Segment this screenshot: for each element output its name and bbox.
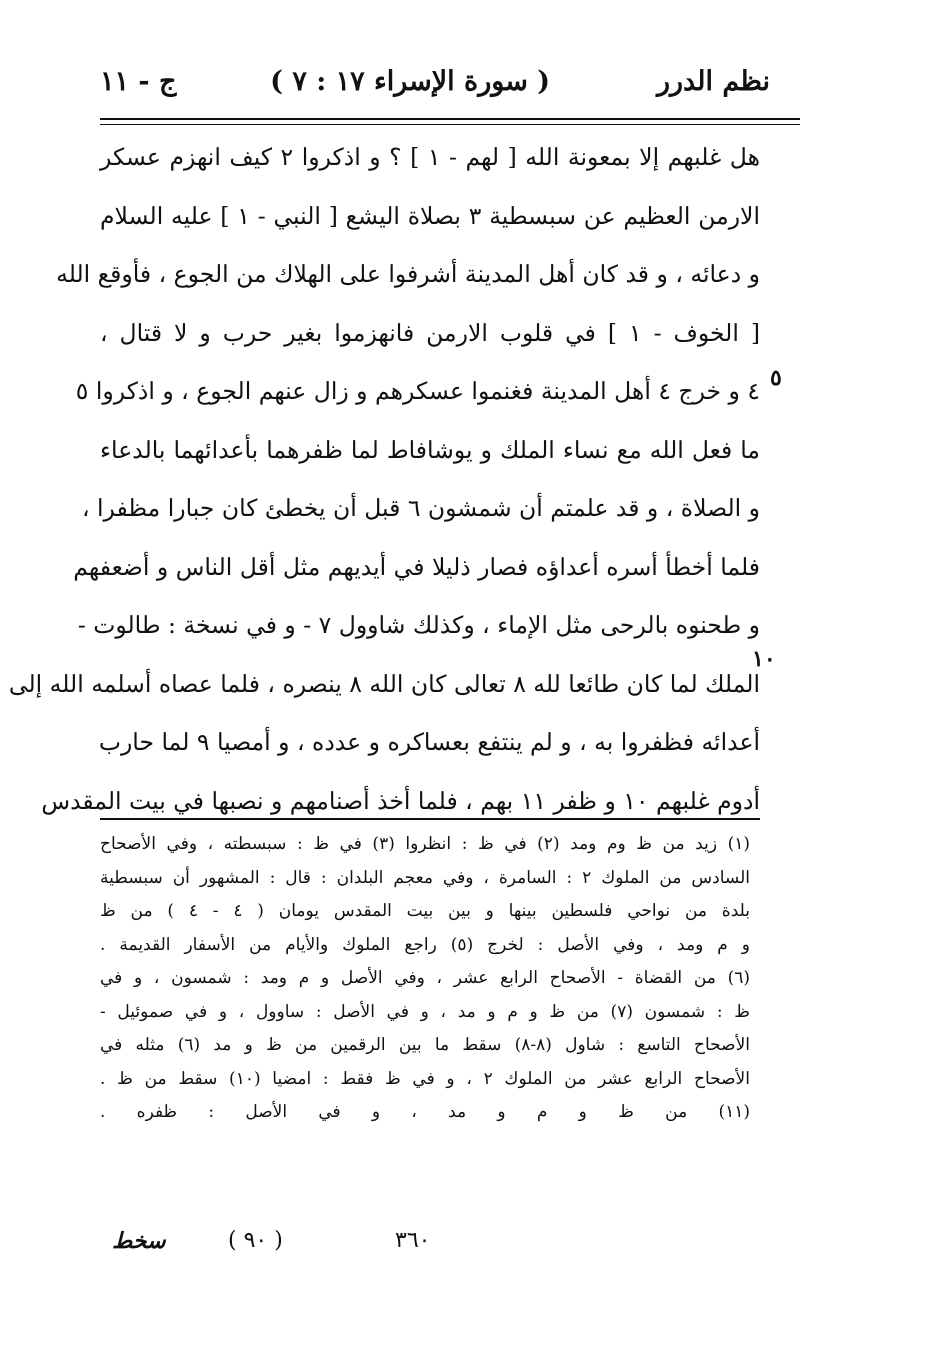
- page-number: ٣٦٠: [395, 1228, 431, 1253]
- chapter-reference: ( سورة الإسراء ١٧ : ٧ ): [270, 66, 550, 97]
- footnote-line: [100, 1130, 750, 1164]
- footnote-line: بلدة من نواحي فلسطين بينها و بين بيت المقدس يومان ( ٤ - ٤ ) من ظ: [100, 901, 750, 921]
- line-number-5: ٥: [770, 365, 782, 391]
- footnote-line: الأصحاح التاسع : شاول (٨-٨) سقط ما بين الرقمين من ظ و مد (٦) مثله في: [100, 1035, 750, 1055]
- text-line: ما فعل الله مع نساء الملك و يوشافاط لما ظفرهما بأعدائهما بالدعاء: [100, 435, 760, 464]
- text-line: أدوم غلبهم ١٠ و ظفر ١١ بهم ، فلما أخذ أصنامهم و نصبها في بيت المقدس: [41, 786, 760, 815]
- footnote-line: (٦) من القضاة - الأصحاح الرابع عشر ، وفي الأصل و م ومد : شمسون ، و في: [100, 968, 750, 988]
- text-line: و الصلاة ، و قد علمتم أن شمشون ٦ قبل أن يخطئ كان جبارا مظفرا ،: [81, 494, 760, 522]
- footnote-line: الأصحاح الرابع عشر من الملوك ٢ ، و في ظ فقط : امضيا (١٠) سقط من ظ .: [100, 1068, 750, 1089]
- text-line: أعدائه فظفروا به ، و لم ينتفع بعساكره و عدده ، و أمصيا ٩ لما حارب: [98, 728, 760, 756]
- text-line: ٤ و خرج ٤ أهل المدينة فغنموا عسكرهم و زال عنهم الجوع ، و اذكروا ٥: [75, 377, 760, 405]
- footnote-line: ظ : شمسون (٧) من ظ و م و مد ، و في الأصل : ساوول ، و في صموئيل -: [100, 1001, 750, 1022]
- signature-mark: سخط: [112, 1228, 166, 1254]
- line-number-10: ١٠: [752, 646, 776, 672]
- main-text: [8, 128, 760, 830]
- footnote-line: (١١) من ظ و م و مد ، و في الأصل : ظفره .: [100, 1102, 750, 1122]
- manuscript-folio: ( ٩٠ ): [228, 1228, 283, 1253]
- book-title: نظم الدرر: [656, 66, 770, 97]
- running-header: [100, 60, 770, 110]
- footnote-line: (١) زيد من ظ وم ومد (٢) في ظ : انظروا (٣) في ظ : سبسطته ، وفي الأصحاح: [100, 834, 751, 854]
- text-line: [ الخوف - ١ ] في قلوب الارمن فانهزموا بغير حرب و لا قتال ،: [100, 318, 760, 347]
- text-line: الملك لما كان طائعا لله ٨ تعالى كان الله ٨ ينصره ، فلما عصاه أسلمه الله إلى: [8, 669, 760, 698]
- text-line: و دعائه ، و قد كان أهل المدينة أشرفوا على الهلاك من الجوع ، فأوقع الله: [56, 260, 760, 288]
- text-line: هل غلبهم إلا بمعونة الله [ لهم - ١ ] ؟ و اذكروا ٢ كيف انهزم عسكر: [100, 143, 760, 171]
- footnote-line: السادس من الملوك ٢ : السامرة ، وفي معجم البلدان : قال : المشهور أن سبسطية: [100, 867, 750, 888]
- header-rule: [100, 118, 800, 120]
- text-line: و طحنوه بالرحى مثل الإماء ، وكذلك شاوول ٧ - و في نسخة : طالوت -: [77, 611, 760, 639]
- text-line: الارمن العظيم عن سبسطية ٣ بصلاة اليشع [ النبي - ١ ] عليه السلام: [100, 201, 760, 230]
- text-line: فلما أخطأ أسره أعداؤه فصار ذليلا في أيديهم مثل أقل الناس و أضعفهم: [73, 552, 760, 581]
- footnotes: [100, 828, 750, 1163]
- footnote-line: و م ومد ، وفي الأصل : لخرج (٥) راجع الملوك والأيام من الأسفار القديمة .: [100, 934, 750, 955]
- volume-number: ج - ١١: [100, 66, 177, 97]
- header-rule-thin: [100, 124, 800, 125]
- footnote-separator: [100, 818, 760, 820]
